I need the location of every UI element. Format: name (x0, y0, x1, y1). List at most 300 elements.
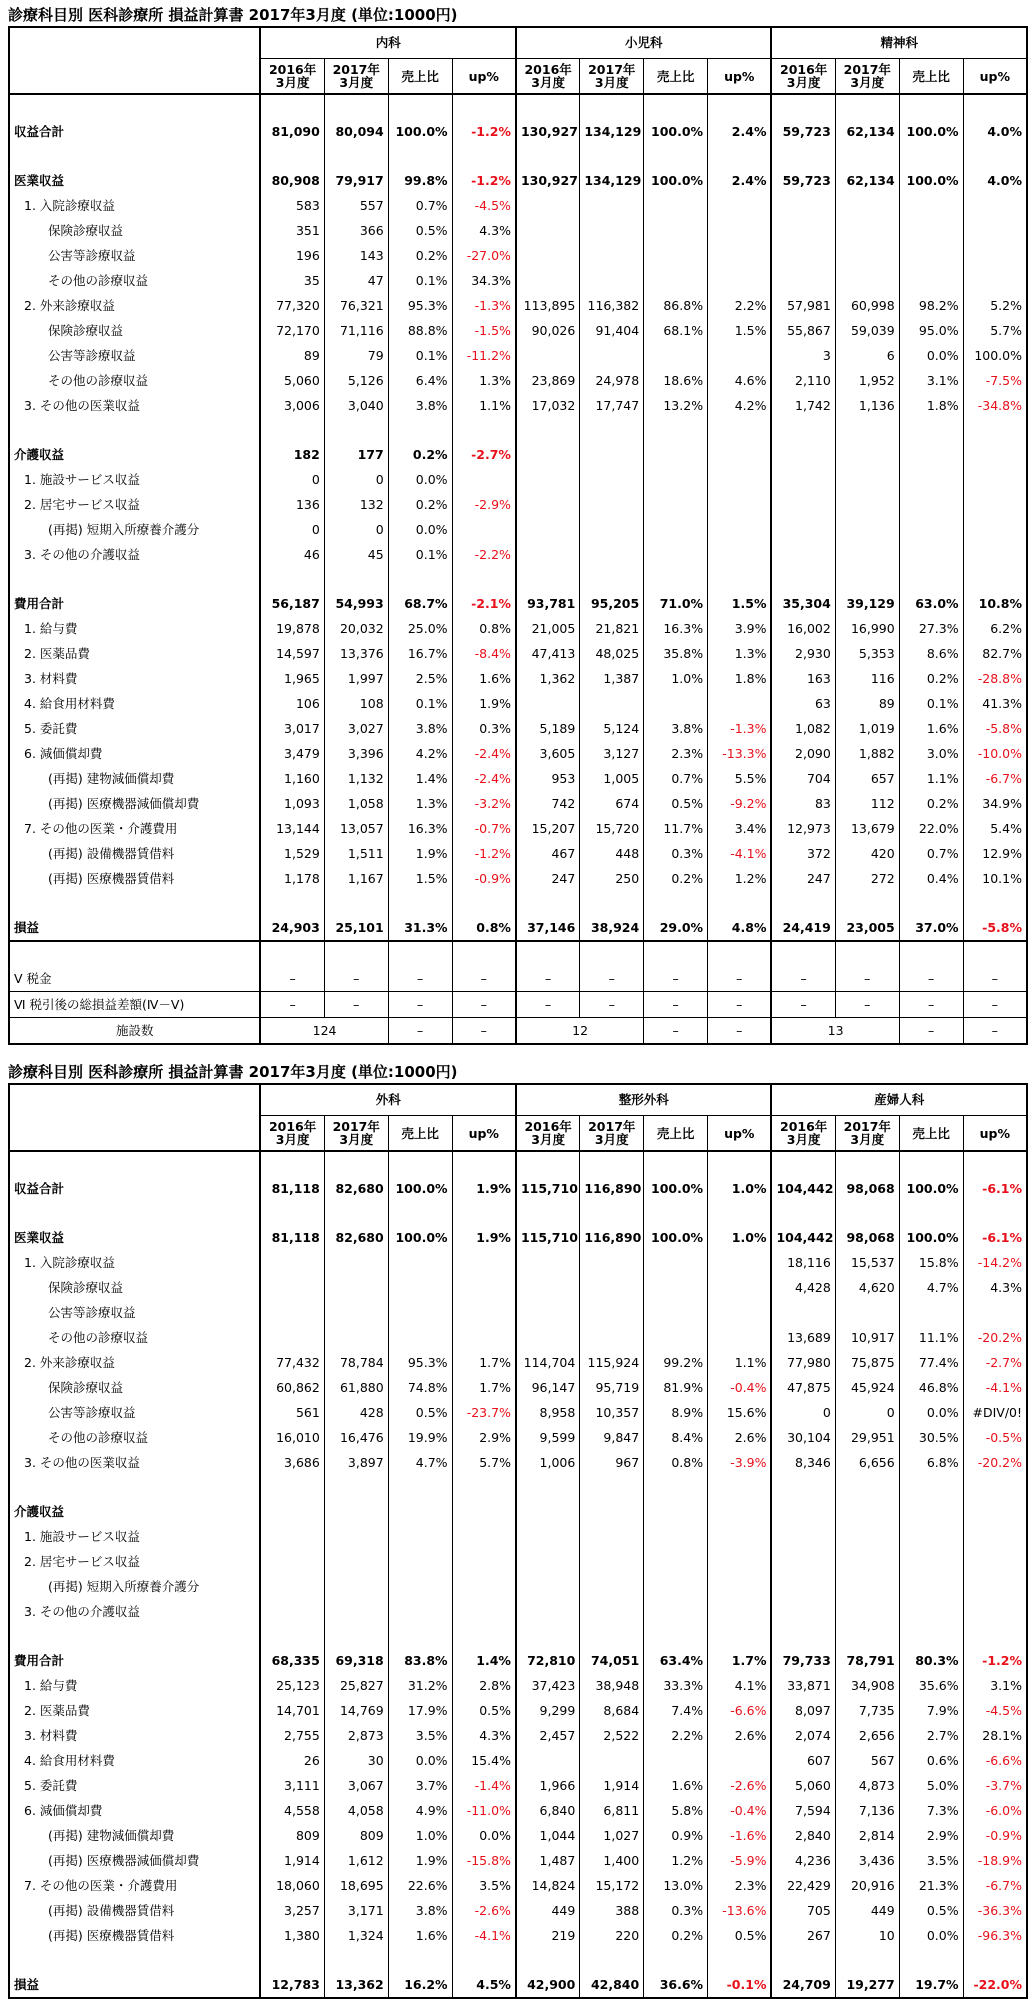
cell-value: 15.8% (899, 1250, 963, 1275)
table-row (9, 467, 1027, 492)
cell-value (580, 218, 644, 243)
spacer-row (9, 1475, 1027, 1499)
cell-value (516, 1748, 580, 1773)
cell-value (516, 218, 580, 243)
cell-value (324, 1325, 388, 1350)
cell-value: 108 (324, 691, 388, 716)
cell-value: 1,882 (835, 741, 899, 766)
cell-value: 1.0% (708, 1225, 772, 1250)
column-header: 2017年 3月度 (324, 1116, 388, 1152)
row-label: 介護収益 (9, 1499, 260, 1524)
cell-value: -14.2% (963, 1250, 1027, 1275)
cell-value: 0.1% (388, 542, 452, 567)
cell-value: 130,927 (516, 119, 580, 144)
cell-value: 4.2% (708, 393, 772, 418)
cell-value: 6.2% (963, 616, 1027, 641)
cell-value: 5.0% (899, 1773, 963, 1798)
cell-value (516, 243, 580, 268)
cell-value: 77,980 (771, 1350, 835, 1375)
table-row (9, 766, 1027, 791)
cell-value: 14,701 (260, 1698, 324, 1723)
cell-value: 8,097 (771, 1698, 835, 1723)
cell-value (580, 542, 644, 567)
table-row (9, 591, 1027, 616)
cell-value: 82,680 (324, 1225, 388, 1250)
cell-value: 83.8% (388, 1648, 452, 1673)
cell-value: 12,783 (260, 1972, 324, 1998)
cell-value (708, 442, 772, 467)
cell-value: -2.7% (963, 1350, 1027, 1375)
cell-value (644, 1549, 708, 1574)
row-label: (再掲) 医療機器賃借料 (9, 1923, 260, 1948)
column-header: 2016年 3月度 (771, 1116, 835, 1152)
cell-value: 1.9% (452, 1225, 516, 1250)
cell-value: 20,032 (324, 616, 388, 641)
cell-value: 35.6% (899, 1673, 963, 1698)
row-label: 2. 居宅サービス収益 (9, 492, 260, 517)
cell-value: 99.2% (644, 1350, 708, 1375)
column-header: up% (708, 1116, 772, 1152)
cell-value: 47 (324, 268, 388, 293)
table-row (9, 268, 1027, 293)
cell-value (963, 1549, 1027, 1574)
cell-value: 95,205 (580, 591, 644, 616)
cell-value: 1.7% (708, 1648, 772, 1673)
cell-value (899, 268, 963, 293)
cell-value (452, 517, 516, 542)
cell-value: 1,965 (260, 666, 324, 691)
cell-value: 0 (260, 467, 324, 492)
row-label: (再掲) 設備機器賃借料 (9, 1898, 260, 1923)
cell-value: 4.7% (899, 1275, 963, 1300)
cell-value (580, 1275, 644, 1300)
cell-value: 5,353 (835, 641, 899, 666)
cell-value: 1.6% (452, 666, 516, 691)
table-row (9, 791, 1027, 816)
cell-value (580, 1599, 644, 1624)
cell-value: 2.5% (388, 666, 452, 691)
cell-value (708, 243, 772, 268)
cell-value: 4,558 (260, 1798, 324, 1823)
cell-value (963, 517, 1027, 542)
cell-value: 250 (580, 866, 644, 891)
cell-value: 4.9% (388, 1798, 452, 1823)
facility-count: 12 (516, 1018, 644, 1045)
cell-value (963, 467, 1027, 492)
cell-value: 16.2% (388, 1972, 452, 1998)
cell-value: 2.6% (708, 1723, 772, 1748)
cell-value: 21.3% (899, 1873, 963, 1898)
cell-value (644, 442, 708, 467)
cell-value: 25,827 (324, 1673, 388, 1698)
cell-value: 132 (324, 492, 388, 517)
row-label: 医業収益 (9, 1225, 260, 1250)
department-header: 内科 (260, 27, 516, 59)
cell-value: 37,423 (516, 1673, 580, 1698)
cell-value: 7.9% (899, 1698, 963, 1723)
cell-value: 1,324 (324, 1923, 388, 1948)
cell-value: – (580, 966, 644, 992)
cell-value: 10,917 (835, 1325, 899, 1350)
cell-value: 2,755 (260, 1723, 324, 1748)
cell-value (771, 243, 835, 268)
table-row (9, 1923, 1027, 1948)
cell-value: 78,791 (835, 1648, 899, 1673)
cell-value: 7,136 (835, 1798, 899, 1823)
cell-value: 2,656 (835, 1723, 899, 1748)
cell-value: 100.0% (644, 1176, 708, 1201)
cell-value: – (963, 992, 1027, 1018)
cell-value: 59,039 (835, 318, 899, 343)
spacer-row (9, 1948, 1027, 1972)
table-row (9, 966, 1027, 992)
cell-value: -5.8% (963, 716, 1027, 741)
cell-value: 1.0% (708, 1176, 772, 1201)
cell-value: 3.5% (899, 1848, 963, 1873)
cell-value: 2.8% (452, 1673, 516, 1698)
cell-value: 4.7% (388, 1450, 452, 1475)
cell-value: 1.2% (708, 866, 772, 891)
cell-value: 81,118 (260, 1176, 324, 1201)
table-row (9, 1773, 1027, 1798)
cell-value: 4,236 (771, 1848, 835, 1873)
cell-value (835, 467, 899, 492)
cell-value (708, 1524, 772, 1549)
cell-value: 61,880 (324, 1375, 388, 1400)
cell-value: 21,005 (516, 616, 580, 641)
cell-value (644, 492, 708, 517)
cell-value: 81,118 (260, 1225, 324, 1250)
cell-value: -7.5% (963, 368, 1027, 393)
cell-value: 79,917 (324, 168, 388, 193)
row-label: Ⅴ 税金 (9, 966, 260, 992)
facility-dash: – (644, 1018, 708, 1045)
cell-value: 8,684 (580, 1698, 644, 1723)
cell-value: 1,006 (516, 1450, 580, 1475)
cell-value: 567 (835, 1748, 899, 1773)
cell-value: -0.9% (963, 1823, 1027, 1848)
cell-value: 14,769 (324, 1698, 388, 1723)
row-label: 2. 医薬品費 (9, 641, 260, 666)
column-header: 売上比 (388, 59, 452, 95)
row-label: その他の診療収益 (9, 1325, 260, 1350)
cell-value (580, 467, 644, 492)
cell-value: – (644, 992, 708, 1018)
cell-value (835, 1524, 899, 1549)
cell-value: 2,090 (771, 741, 835, 766)
cell-value (708, 1574, 772, 1599)
cell-value: 114,704 (516, 1350, 580, 1375)
cell-value: 37.0% (899, 915, 963, 941)
cell-value: 77,320 (260, 293, 324, 318)
cell-value: 0.7% (644, 766, 708, 791)
cell-value: 3.5% (388, 1723, 452, 1748)
cell-value (835, 492, 899, 517)
cell-value: -6.1% (963, 1176, 1027, 1201)
cell-value: 2.2% (644, 1723, 708, 1748)
cell-value: 2,074 (771, 1723, 835, 1748)
row-label: (再掲) 建物減価償却費 (9, 1823, 260, 1848)
row-label: 3. その他の介護収益 (9, 542, 260, 567)
cell-value: -3.2% (452, 791, 516, 816)
cell-value: 31.2% (388, 1673, 452, 1698)
table-row (9, 218, 1027, 243)
cell-value (580, 1250, 644, 1275)
table-row (9, 1350, 1027, 1375)
cell-value: 0 (835, 1400, 899, 1425)
cell-value: -2.9% (452, 492, 516, 517)
cell-value: -4.1% (452, 1923, 516, 1948)
cell-value: 100.0% (899, 1225, 963, 1250)
cell-value: 8,958 (516, 1400, 580, 1425)
column-header: 2016年 3月度 (771, 59, 835, 95)
cell-value: 0.5% (388, 1400, 452, 1425)
cell-value (771, 1499, 835, 1524)
cell-value: 4.0% (963, 168, 1027, 193)
cell-value: 1.8% (708, 666, 772, 691)
cell-value (708, 1499, 772, 1524)
cell-value (644, 1300, 708, 1325)
cell-value: 0.1% (388, 343, 452, 368)
cell-value: 130,927 (516, 168, 580, 193)
cell-value: 75,875 (835, 1350, 899, 1375)
cell-value (644, 343, 708, 368)
cell-value: 0.0% (899, 1400, 963, 1425)
cell-value (324, 1574, 388, 1599)
cell-value: 0.8% (452, 616, 516, 641)
table-row (9, 816, 1027, 841)
cell-value: 68,335 (260, 1648, 324, 1673)
column-header: 売上比 (899, 1116, 963, 1152)
cell-value (899, 492, 963, 517)
cell-value: 27.3% (899, 616, 963, 641)
row-label: 1. 施設サービス収益 (9, 1524, 260, 1549)
income-statement-block-1 (8, 4, 1028, 1038)
cell-value: 104,442 (771, 1225, 835, 1250)
cell-value (708, 1599, 772, 1624)
cell-value: 19.7% (899, 1972, 963, 1998)
cell-value (708, 1275, 772, 1300)
cell-value: 1.1% (899, 766, 963, 791)
cell-value: 5.7% (963, 318, 1027, 343)
cell-value: -1.5% (452, 318, 516, 343)
table-row (9, 1300, 1027, 1325)
cell-value: 78,784 (324, 1350, 388, 1375)
table-row (9, 841, 1027, 866)
row-label: 3. その他の医業収益 (9, 1450, 260, 1475)
cell-value: 561 (260, 1400, 324, 1425)
facility-dash: – (899, 1018, 963, 1045)
cell-value: 9,299 (516, 1698, 580, 1723)
cell-value (708, 193, 772, 218)
row-label: 保険診療収益 (9, 1375, 260, 1400)
cell-value: 1,952 (835, 368, 899, 393)
row-label: 6. 減価償却費 (9, 741, 260, 766)
cell-value: 2.4% (708, 168, 772, 193)
cell-value: 35 (260, 268, 324, 293)
row-label: (再掲) 建物減価償却費 (9, 766, 260, 791)
cell-value: 77,432 (260, 1350, 324, 1375)
cell-value (644, 1325, 708, 1350)
cell-value: 100.0% (963, 343, 1027, 368)
cell-value (708, 691, 772, 716)
cell-value: 8.4% (644, 1425, 708, 1450)
cell-value: 0.3% (644, 1898, 708, 1923)
cell-value: 23,005 (835, 915, 899, 941)
cell-value (644, 243, 708, 268)
row-label: 1. 入院診療収益 (9, 193, 260, 218)
cell-value: 10 (835, 1923, 899, 1948)
cell-value (516, 268, 580, 293)
cell-value: 115,710 (516, 1225, 580, 1250)
cell-value (899, 193, 963, 218)
cell-value (580, 442, 644, 467)
cell-value: – (516, 992, 580, 1018)
cell-value: 0.1% (899, 691, 963, 716)
cell-value: 583 (260, 193, 324, 218)
cell-value: -5.8% (963, 915, 1027, 941)
cell-value (580, 517, 644, 542)
cell-value: – (644, 966, 708, 992)
cell-value (452, 1574, 516, 1599)
cell-value: 19,878 (260, 616, 324, 641)
cell-value: 16.7% (388, 641, 452, 666)
row-label: 費用合計 (9, 1648, 260, 1673)
cell-value: 0.2% (644, 866, 708, 891)
table-row (9, 1723, 1027, 1748)
cell-value: 60,862 (260, 1375, 324, 1400)
cell-value: 16,010 (260, 1425, 324, 1450)
cell-value (580, 1574, 644, 1599)
table-row (9, 1549, 1027, 1574)
cell-value (580, 492, 644, 517)
cell-value: -1.2% (452, 841, 516, 866)
cell-value: 607 (771, 1748, 835, 1773)
cell-value (580, 193, 644, 218)
table-row (9, 368, 1027, 393)
cell-value: 12.9% (963, 841, 1027, 866)
cell-value (580, 268, 644, 293)
cell-value (452, 1325, 516, 1350)
cell-value (644, 1250, 708, 1275)
cell-value (899, 1599, 963, 1624)
cell-value: 113,895 (516, 293, 580, 318)
cell-value: 14,824 (516, 1873, 580, 1898)
column-header: 2016年 3月度 (516, 1116, 580, 1152)
cell-value: 1.4% (452, 1648, 516, 1673)
row-label: 保険診療収益 (9, 318, 260, 343)
cell-value (516, 1549, 580, 1574)
facility-dash: – (708, 1018, 772, 1045)
table-row (9, 1499, 1027, 1524)
table-row (9, 866, 1027, 891)
table-row (9, 1648, 1027, 1673)
cell-value: 95.3% (388, 293, 452, 318)
row-label: 2. 外来診療収益 (9, 1350, 260, 1375)
cell-value: 1.5% (708, 318, 772, 343)
cell-value: -23.7% (452, 1400, 516, 1425)
cell-value: 1.3% (452, 368, 516, 393)
cell-value (324, 1549, 388, 1574)
cell-value: 2,110 (771, 368, 835, 393)
row-label: (再掲) 医療機器賃借料 (9, 866, 260, 891)
cell-value: 100.0% (899, 168, 963, 193)
cell-value: 0.2% (899, 791, 963, 816)
table-row (9, 1250, 1027, 1275)
row-label: 公害等診療収益 (9, 1300, 260, 1325)
cell-value: 29,951 (835, 1425, 899, 1450)
cell-value: -4.1% (708, 841, 772, 866)
facility-count-row (9, 1018, 1027, 1045)
table-row (9, 1748, 1027, 1773)
cell-value: 68.1% (644, 318, 708, 343)
row-label: 3. 材料費 (9, 666, 260, 691)
cell-value: 0.0% (899, 343, 963, 368)
cell-value: -28.8% (963, 666, 1027, 691)
cell-value: 82.7% (963, 641, 1027, 666)
cell-value (452, 1275, 516, 1300)
cell-value (452, 1499, 516, 1524)
table-row (9, 1425, 1027, 1450)
cell-value: 6,656 (835, 1450, 899, 1475)
cell-value (516, 691, 580, 716)
cell-value (388, 1574, 452, 1599)
cell-value: 35,304 (771, 591, 835, 616)
cell-value (388, 1499, 452, 1524)
cell-value: 74,051 (580, 1648, 644, 1673)
row-label: 費用合計 (9, 591, 260, 616)
table-title: 診療科目別 医科診療所 損益計算書 2017年3月度 (単位:1000円) (8, 1063, 458, 1081)
cell-value (835, 218, 899, 243)
cell-value: 1.6% (644, 1773, 708, 1798)
cell-value: 16.3% (644, 616, 708, 641)
cell-value: 4,873 (835, 1773, 899, 1798)
cell-value: 5,124 (580, 716, 644, 741)
cell-value: 1.6% (388, 1923, 452, 1948)
cell-value: 177 (324, 442, 388, 467)
cell-value (963, 1300, 1027, 1325)
cell-value: 2.9% (899, 1823, 963, 1848)
cell-value: 134,129 (580, 168, 644, 193)
facility-count-label: 施設数 (9, 1018, 260, 1045)
cell-value (963, 1524, 1027, 1549)
cell-value (516, 1300, 580, 1325)
cell-value: – (771, 992, 835, 1018)
cell-value (644, 1574, 708, 1599)
cell-value: 143 (324, 243, 388, 268)
cell-value: 1.9% (388, 1848, 452, 1873)
cell-value: 56,187 (260, 591, 324, 616)
cell-value: 89 (835, 691, 899, 716)
cell-value: 7,594 (771, 1798, 835, 1823)
cell-value: 1.4% (388, 766, 452, 791)
cell-value: 1.0% (644, 666, 708, 691)
table-row (9, 1798, 1027, 1823)
cell-value (708, 542, 772, 567)
cell-value: -11.0% (452, 1798, 516, 1823)
cell-value (516, 1275, 580, 1300)
cell-value: 136 (260, 492, 324, 517)
cell-value: 1.1% (708, 1350, 772, 1375)
table-row (9, 1599, 1027, 1624)
table-row (9, 1176, 1027, 1201)
table-row (9, 1225, 1027, 1250)
row-label: 1. 給与費 (9, 616, 260, 641)
cell-value: 3.8% (388, 716, 452, 741)
cell-value: 3,027 (324, 716, 388, 741)
cell-value: 0 (260, 517, 324, 542)
table-row (9, 1898, 1027, 1923)
